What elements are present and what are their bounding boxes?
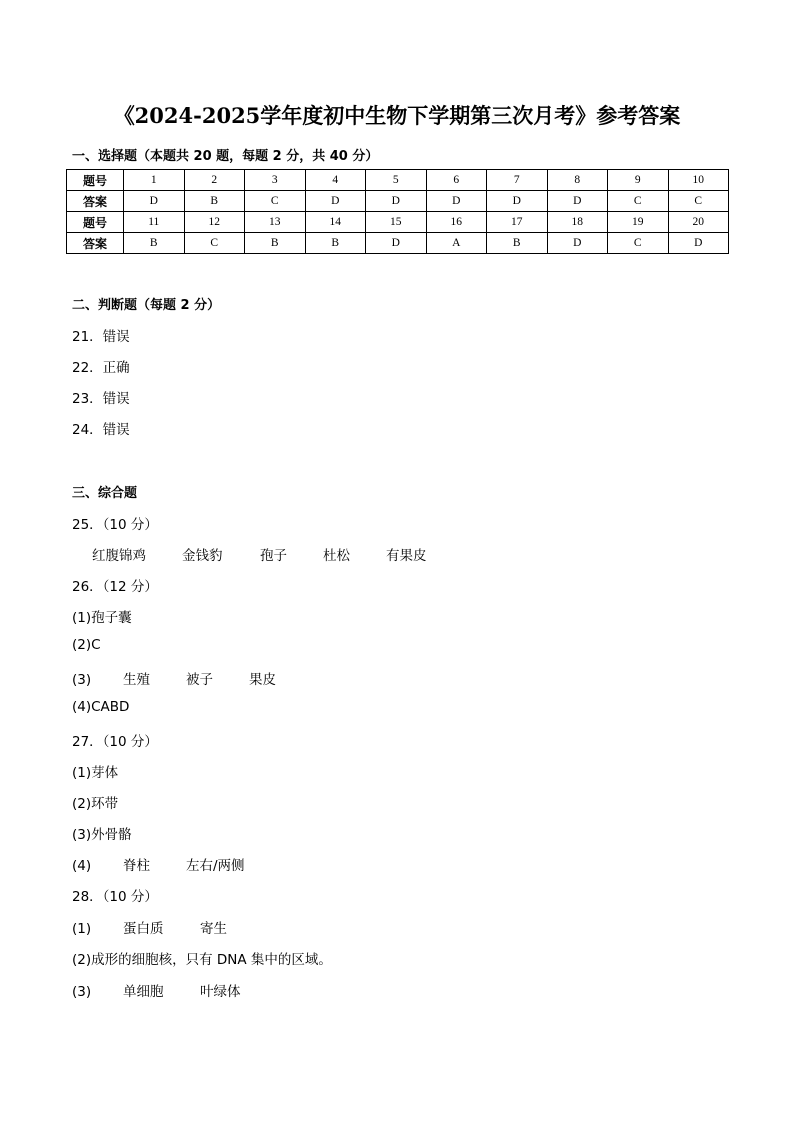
answer-word: 孢子 — [260, 548, 287, 564]
table-row-answers-2 — [67, 233, 729, 254]
part-number: (3) — [72, 672, 92, 688]
table-cell: 10 — [668, 170, 729, 191]
part-number: (1) — [72, 921, 92, 937]
section3-heading: 三、综合题 — [72, 486, 138, 501]
answer-word: 被子 — [186, 672, 213, 688]
q26-part3 — [72, 668, 276, 688]
table-cell: 11 — [124, 212, 185, 233]
table-cell: 3 — [245, 170, 306, 191]
judge-item-24: 24．错误 — [72, 422, 130, 438]
answer-word: 蛋白质 — [123, 921, 164, 937]
q27-part3: (3)外骨骼 — [72, 827, 132, 843]
table-cell: D — [305, 191, 366, 212]
table-cell: D — [547, 191, 608, 212]
row-label-question: 题号 — [67, 212, 124, 233]
answer-word: 寄生 — [200, 921, 227, 937]
table-cell: 7 — [487, 170, 548, 191]
q26-part4: (4)CABD — [72, 699, 130, 715]
table-cell: B — [184, 191, 245, 212]
q26-part1: (1)孢子囊 — [72, 610, 132, 626]
table-row-questions-2 — [67, 212, 729, 233]
table-cell: B — [245, 233, 306, 254]
table-cell: D — [426, 191, 487, 212]
table-cell: 17 — [487, 212, 548, 233]
table-cell: 6 — [426, 170, 487, 191]
table-cell: D — [366, 233, 427, 254]
q27-part1: (1)芽体 — [72, 765, 119, 781]
table-cell: 5 — [366, 170, 427, 191]
table-cell: C — [184, 233, 245, 254]
table-cell: 20 — [668, 212, 729, 233]
table-cell: 8 — [547, 170, 608, 191]
answer-word: 果皮 — [249, 672, 276, 688]
table-cell: C — [668, 191, 729, 212]
table-cell: 2 — [184, 170, 245, 191]
table-cell: C — [608, 191, 669, 212]
table-cell: 4 — [305, 170, 366, 191]
table-cell: 16 — [426, 212, 487, 233]
table-cell: 19 — [608, 212, 669, 233]
answer-word: 红腹锦鸡 — [92, 548, 146, 564]
q27-part4 — [72, 854, 245, 874]
q28-part1 — [72, 917, 227, 937]
q26-label: 26．（12 分） — [72, 579, 158, 595]
q28-label: 28．（10 分） — [72, 889, 158, 905]
table-cell: B — [124, 233, 185, 254]
table-cell: 9 — [608, 170, 669, 191]
table-cell: 13 — [245, 212, 306, 233]
answer-word: 左右/两侧 — [186, 858, 245, 874]
answer-word: 杜松 — [323, 548, 350, 564]
answer-word: 单细胞 — [123, 984, 164, 1000]
table-cell: A — [426, 233, 487, 254]
section2-heading: 二、判断题（每题 2 分） — [72, 298, 221, 313]
table-cell: 14 — [305, 212, 366, 233]
table-row-answers-1 — [67, 191, 729, 212]
q28-part2: (2)成形的细胞核，只有 DNA 集中的区域。 — [72, 952, 332, 968]
table-cell: 18 — [547, 212, 608, 233]
part-number: (4) — [72, 858, 92, 874]
table-cell: D — [668, 233, 729, 254]
q25-answers — [92, 544, 427, 564]
answer-word: 生殖 — [123, 672, 150, 688]
row-label-answer: 答案 — [67, 191, 124, 212]
q26-part2: (2)C — [72, 637, 101, 653]
judge-item-23: 23．错误 — [72, 391, 130, 407]
row-label-question: 题号 — [67, 170, 124, 191]
judge-item-21: 21．错误 — [72, 329, 130, 345]
section1-heading: 一、选择题（本题共 20 题，每题 2 分，共 40 分） — [72, 149, 379, 164]
table-cell: B — [487, 233, 548, 254]
q25-label: 25．（10 分） — [72, 517, 158, 533]
answer-word: 金钱豹 — [182, 548, 223, 564]
table-cell: 15 — [366, 212, 427, 233]
table-cell: D — [124, 191, 185, 212]
q27-label: 27．（10 分） — [72, 734, 158, 750]
judge-item-22: 22．正确 — [72, 360, 130, 376]
answer-word: 脊柱 — [123, 858, 150, 874]
table-cell: B — [305, 233, 366, 254]
answer-word: 有果皮 — [386, 548, 427, 564]
table-row-questions-1 — [67, 170, 729, 191]
answer-word: 叶绿体 — [200, 984, 241, 1000]
table-cell: 1 — [124, 170, 185, 191]
table-cell: 12 — [184, 212, 245, 233]
table-cell: D — [487, 191, 548, 212]
page-title: 《2024-2025学年度初中生物下学期第三次月考》参考答案 — [113, 103, 681, 128]
row-label-answer: 答案 — [67, 233, 124, 254]
table-cell: D — [366, 191, 427, 212]
part-number: (3) — [72, 984, 92, 1000]
table-cell: C — [608, 233, 669, 254]
table-cell: D — [547, 233, 608, 254]
table-cell: C — [245, 191, 306, 212]
q28-part3 — [72, 980, 241, 1000]
answer-table — [66, 169, 729, 254]
q27-part2: (2)环带 — [72, 796, 119, 812]
